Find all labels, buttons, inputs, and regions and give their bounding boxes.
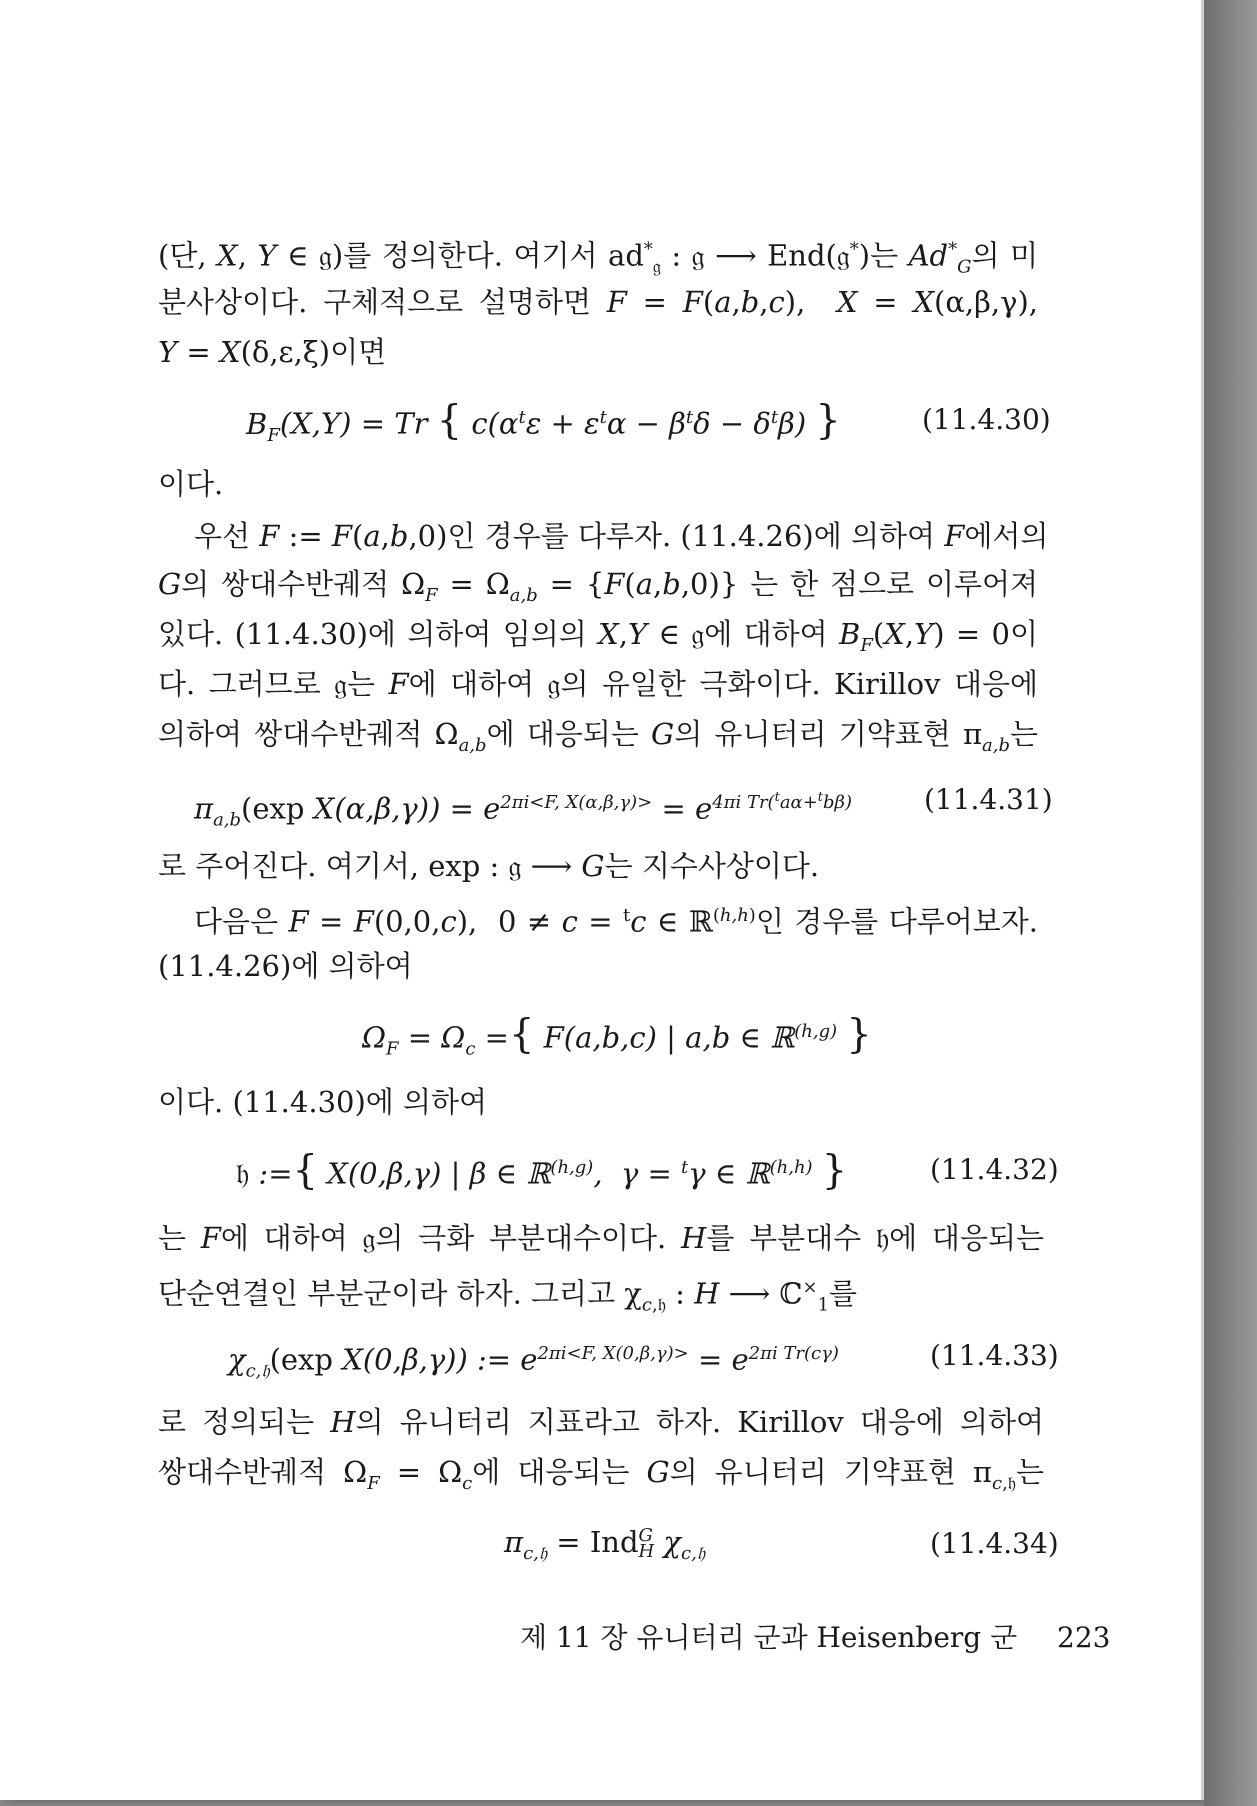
page-footer [520, 1616, 1110, 1656]
equation-number-11-4-31: (11.4.31) [924, 783, 1053, 816]
text-line-4: 이다. [158, 467, 224, 501]
page-number: 223 [1057, 1621, 1111, 1654]
text-line-10: 로 주어진다. 여기서, exp : 𝔤 ⟶ G는 지수사상이다. [158, 849, 820, 883]
text-line-1: (단, X, Y ∈ 𝔤)를 정의한다. 여기서 $ad^*_𝔤$ : 𝔤 ⟶ End(𝔤*)는 $Ad^*_G$의 미 [158, 238, 1039, 278]
text-line-5: 우선 F := F(a,b,0)인 경우를 다루자. (11.4.26)에 의하여 F에서의 [194, 519, 1049, 553]
text-line-12: (11.4.26)에 의하여 [158, 949, 413, 983]
equation-11-4-32: 𝔥 :={ X(0,β,γ) | β ∈ ℝ$^{(h,g)}$, γ = $^t$γ ∈ ℝ$^{(h,h)}$ } [236, 1147, 848, 1194]
equation-11-4-31: $\pi_{a,b}(\exp$ $X(\alpha,\beta,\gamma)) = e^{2\pi i<F, X(\alpha,\beta,\gamma)>} = e^{4\pi i Tr(^ta\alpha+^tb\beta)}$ [194, 790, 852, 831]
equation-omega-c: $\Omega_F = \Omega_c$ ={ F(a,b,c) | a,b ∈ ℝ$^{(h,g)}$ } [362, 1011, 872, 1060]
viewer-background [1204, 0, 1257, 1806]
equation-number-11-4-34: (11.4.34) [930, 1527, 1059, 1560]
text-line-9: 의하여 쌍대수반궤적 $\Omega_{a,b}$에 대응되는 G의 유니터리 기약표현 $\pi_{a,b}$는 [158, 717, 1039, 756]
equation-number-11-4-30: (11.4.30) [922, 403, 1051, 436]
chapter-title: 제 11 장 유니터리 군과 Heisenberg 군 [520, 1621, 1018, 1654]
text-line-16: 로 정의되는 H의 유니터리 지표라고 하자. Kirillov 대응에 의하여 [158, 1405, 1044, 1439]
text-line-15: 단순연결인 부분군이라 하자. 그리고 $\chi_{c,𝔥}$ : H ⟶ ℂ×$_1$를 [158, 1276, 858, 1316]
equation-11-4-30: $B_F(X,Y) = Tr$ { $c(\alpha^t\varepsilon + \varepsilon^t\alpha - \beta^t\delta - \delta^t\beta)$ } [246, 397, 841, 446]
equation-number-11-4-32: (11.4.32) [930, 1153, 1059, 1186]
text-line-2: 분사상이다. 구체적으로 설명하면 F = F(a,b,c), X = X(α,β,γ), [158, 285, 1038, 319]
equation-11-4-33: $\chi_{c,𝔥}(\exp$ X(0,β,γ)) := $e^{2\pi i<F, X(0,\beta,\gamma)>} = e^{2\pi i Tr(c\gamma)}$ [228, 1342, 839, 1382]
text-line-17: 쌍대수반궤적 $\Omega_F = \Omega_c$에 대응되는 G의 유니터리 기약표현 $\pi_{c,𝔥}$는 [158, 1455, 1044, 1494]
text-line-6: G의 쌍대수반궤적 $\Omega_F = \Omega_{a,b} = \{F(a,b,0)\}$ 는 한 점으로 이루어져 [158, 567, 1038, 606]
text-line-11: 다음은 F = F(0,0,c), 0 ≠ c = $^t$c ∈ ℝ$^{(h,h)}$인 경우를 다루어보자. [194, 904, 1038, 939]
text-line-14: 는 F에 대하여 𝔤의 극화 부분대수이다. H를 부분대수 𝔥에 대응되는 [158, 1221, 1044, 1255]
text-line-13: 이다. (11.4.30)에 의하여 [158, 1085, 488, 1119]
text-line-3: Y = X(δ,ε,ξ)이면 [158, 335, 387, 369]
equation-number-11-4-33: (11.4.33) [930, 1339, 1059, 1372]
text-line-7: 있다. (11.4.30)에 의하여 임의의 X,Y ∈ 𝔤에 대하여 $B_F(X,Y) = 0$이 [158, 617, 1038, 656]
equation-11-4-34: $\pi_{c,𝔥}$ = Ind G H $\chi_{c,𝔥}$ [504, 1525, 706, 1564]
text-line-8: 다. 그러므로 𝔤는 F에 대하여 𝔤의 유일한 극화이다. Kirillov 대응에 [158, 667, 1038, 701]
